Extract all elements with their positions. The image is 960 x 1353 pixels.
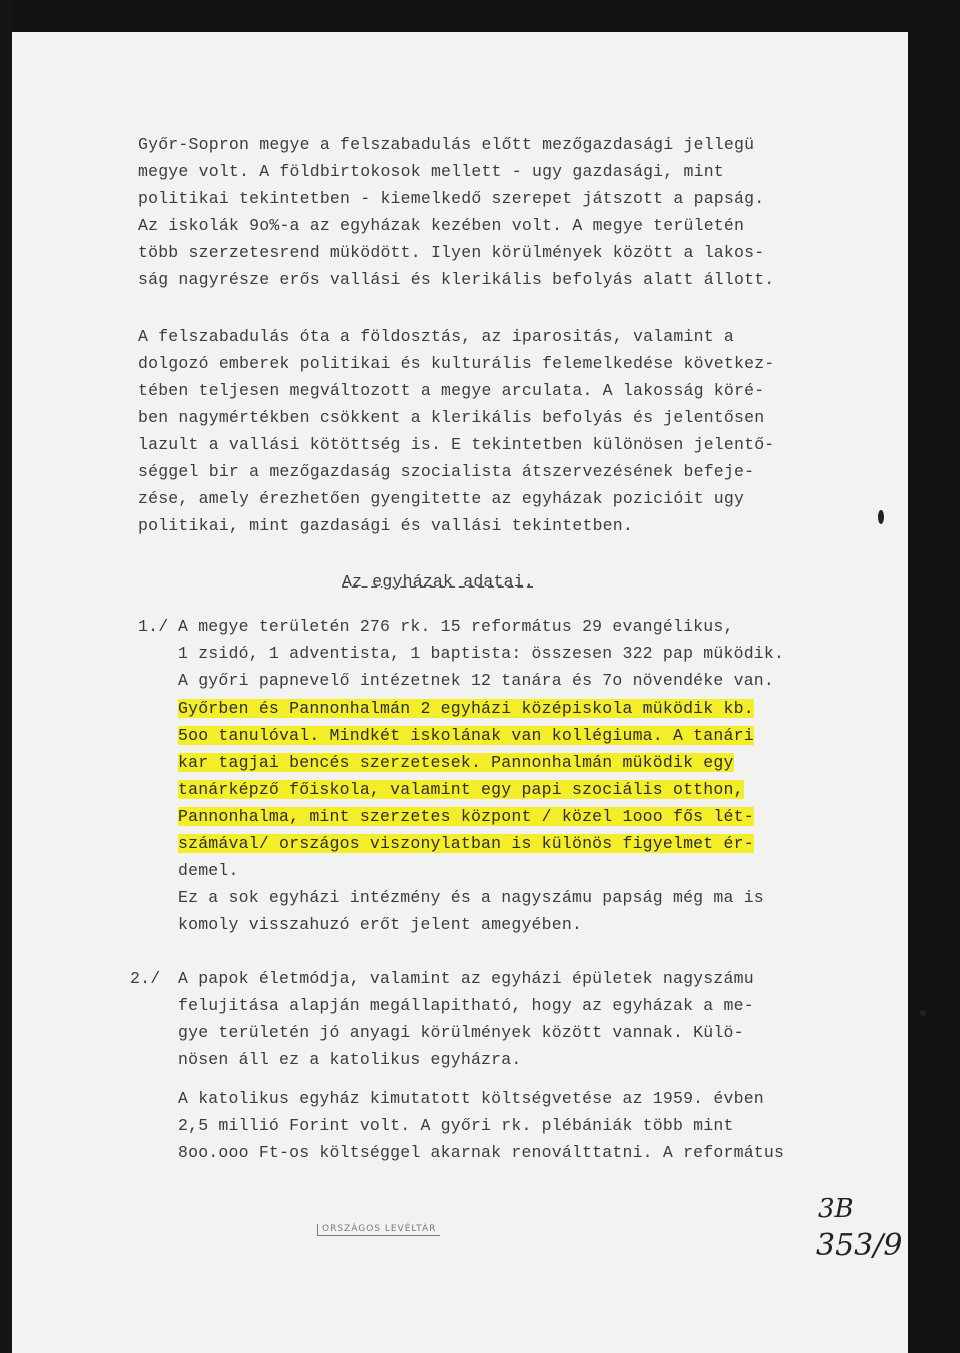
archive-stamp: ORSZÁGOS LEVÉLTÁR <box>317 1224 440 1236</box>
text-line: 8oo.ooo Ft-os költséggel akarnak renoválttatni. A református <box>178 1143 785 1162</box>
text-line: felujitása alapján megállapitható, hogy az egyházak a me- <box>178 996 754 1015</box>
text-line: dolgozó emberek politikai és kulturális felemelkedése következ- <box>138 354 775 373</box>
text-line: 1 zsidó, 1 adventista, 1 baptista: összesen 322 pap müködik. <box>178 644 785 663</box>
text-line: Ez a sok egyházi intézmény és a nagyszámu papság még ma is <box>178 888 764 907</box>
item-number: 2./ <box>130 969 161 988</box>
text-line: ben nagymértékben csökkent a klerikális befolyás és jelentősen <box>138 408 765 427</box>
text-line: zése, amely érezhetően gyengitette az egyházak pozicióit ugy <box>138 489 745 508</box>
text-line: demel. <box>178 861 239 880</box>
scan-speck <box>878 510 884 524</box>
text-line: A felszabadulás óta a földosztás, az iparositás, valamint a <box>138 327 734 346</box>
text-line: gye területén jó anyagi körülmények között vannak. Külö- <box>178 1023 744 1042</box>
text-line: A megye területén 276 rk. 15 református 29 evangélikus, <box>178 617 734 636</box>
highlighted-line: Győrben és Pannonhalmán 2 egyházi középiskola müködik kb. <box>178 699 754 718</box>
item-number: 1./ <box>138 617 169 636</box>
highlighted-line: 5oo tanulóval. Mindkét iskolának van kollégiuma. A tanári <box>178 726 754 745</box>
scan-border-right <box>908 0 960 1353</box>
handwritten-number-bottom: 353/9 <box>816 1228 903 1263</box>
scan-border-top <box>0 0 960 34</box>
text-line: A győri papnevelő intézetnek 12 tanára és 7o növendéke van. <box>178 671 774 690</box>
text-line: Az iskolák 9o%-a az egyházak kezében volt. A megye területén <box>138 216 745 235</box>
text-line: A papok életmódja, valamint az egyházi épületek nagyszámu <box>178 969 754 988</box>
text-line: Győr-Sopron megye a felszabadulás előtt mezőgazdasági jellegü <box>138 135 755 154</box>
text-line: séggel bir a mezőgazdaság szocialista átszervezésének befeje- <box>138 462 755 481</box>
text-line: 2,5 millió Forint volt. A győri rk. plébániák több mint <box>178 1116 734 1135</box>
highlighted-line: tanárképző főiskola, valamint egy papi szociális otthon, <box>178 780 744 799</box>
highlighted-line: kar tagjai bencés szerzetesek. Pannonhalmán müködik egy <box>178 753 734 772</box>
text-line: politikai tekintetben - kiemelkedő szerepet játszott a papság. <box>138 189 765 208</box>
text-line: megye volt. A földbirtokosok mellett - ugy gazdasági, mint <box>138 162 724 181</box>
scan-border-left <box>0 0 12 1353</box>
text-line: ság nagyrésze erős vallási és klerikális befolyás alatt állott. <box>138 270 775 289</box>
text-line: több szerzetesrend müködött. Ilyen körülmények között a lakos- <box>138 243 765 262</box>
document-page <box>12 32 908 1353</box>
text-line: lazult a vallási kötöttség is. E tekintetben különösen jelentő- <box>138 435 775 454</box>
highlighted-line: Pannonhalma, mint szerzetes központ / közel 1ooo fős lét- <box>178 807 754 826</box>
highlighted-line: számával/ országos viszonylatban is különös figyelmet ér- <box>178 834 754 853</box>
text-line: politikai, mint gazdasági és vallási tekintetben. <box>138 516 633 535</box>
text-line: tében teljesen megváltozott a megye arculata. A lakosság köré- <box>138 381 765 400</box>
section-title: Az egyházak adatai. <box>342 572 534 591</box>
handwritten-number-top: 3B <box>818 1194 854 1224</box>
text-line: A katolikus egyház kimutatott költségvetése az 1959. évben <box>178 1089 764 1108</box>
text-line: komoly visszahuzó erőt jelent amegyében. <box>178 915 583 934</box>
scan-speck <box>920 1010 926 1016</box>
text-line: nösen áll ez a katolikus egyházra. <box>178 1050 522 1069</box>
